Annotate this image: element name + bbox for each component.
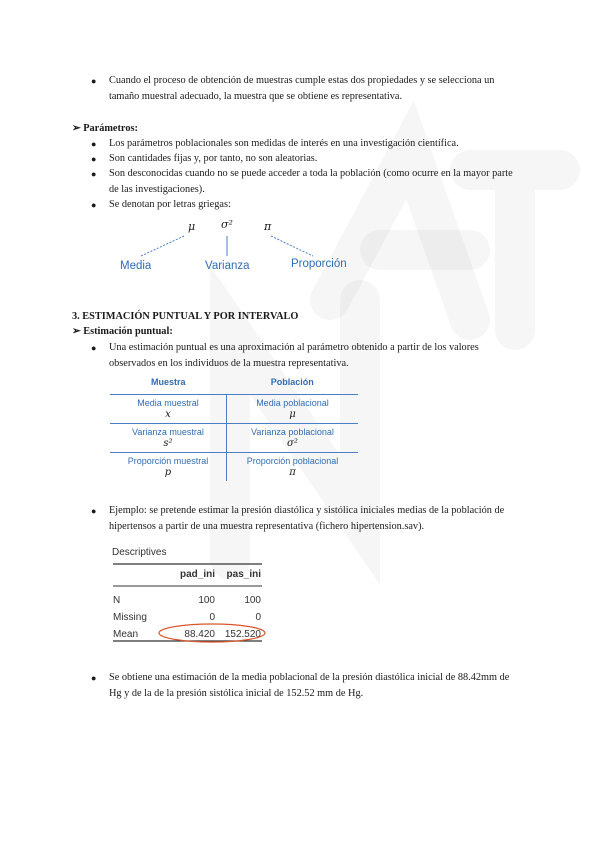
bullet-text: Los parámetros poblacionales son medidas de interés en una investigación científica.: [109, 138, 459, 149]
label-proporcion: Proporción: [291, 258, 347, 270]
row-label: Mean: [113, 628, 139, 640]
section3-title: 3. ESTIMACIÓN PUNTUAL Y POR INTERVALO: [72, 311, 299, 322]
cell-label: Media muestral: [137, 397, 199, 408]
label-media: Media: [120, 260, 152, 272]
symbol-sigma2: σ²: [221, 218, 233, 231]
cell-symbol: x: [165, 408, 171, 420]
row-label: N: [113, 594, 121, 606]
cell-value: 100: [198, 594, 215, 606]
symbol-pi: π: [264, 220, 272, 233]
header-pas-ini: pas_ini: [226, 568, 261, 580]
row-label: Missing: [113, 611, 147, 623]
cell-value: 152.520: [224, 628, 261, 640]
header-muestra: Muestra: [110, 372, 226, 395]
bullet-text: Son cantidades fijas y, por tanto, no son aleatorias.: [109, 153, 318, 164]
cell-symbol: π: [289, 466, 296, 478]
cell-value: 0: [255, 611, 261, 623]
symbol-mu: μ: [188, 220, 196, 233]
bullet-dot: ●: [91, 506, 97, 516]
header-poblacion: Población: [226, 372, 358, 395]
header-pad-ini: pad_ini: [179, 568, 215, 580]
cell-value: 100: [244, 594, 261, 606]
cell-value: 0: [209, 611, 215, 623]
label-varianza: Varianza: [205, 260, 250, 272]
bullet-dot: ●: [91, 200, 97, 210]
intro-text: Cuando el proceso de obtención de muestras cumple estas dos propiedades y se selecciona un tamaño muestral adecuado, la muestra que se obtiene es representativa.: [109, 75, 495, 102]
cell-symbol: μ: [289, 408, 296, 420]
bullet-dot: ●: [91, 343, 97, 353]
cell-symbol: s²: [163, 437, 173, 449]
cell-label: Varianza muestral: [132, 426, 204, 437]
cell-label: Media poblacional: [256, 397, 329, 408]
bullet-text: Se obtiene una estimación de la media poblacional de la presión diastólica inicial de 88.42mm de Hg y de la de la presión sistólica inicial de 152.52 mm de Hg.: [109, 672, 510, 699]
cell-symbol: σ²: [287, 437, 298, 449]
bullet-text: Se denotan por letras griegas:: [109, 199, 231, 210]
bullet-text: Son desconocidas cuando no se puede acceder a toda la población (como ocurre en la mayor parte de las investigaciones).: [109, 168, 513, 195]
cell-label: Proporción poblacional: [246, 455, 339, 466]
cell-label: Proporción muestral: [127, 455, 209, 466]
cell-label: Varianza poblacional: [251, 426, 334, 437]
bullet-dot: ●: [91, 673, 97, 683]
cell-value: 88.420: [184, 628, 215, 640]
parametros-heading: ➢ Parámetros:: [72, 123, 138, 134]
estimacion-puntual-heading: ➢ Estimación puntual:: [72, 326, 173, 337]
bullet-dot: ●: [91, 154, 97, 164]
bullet-dot: ●: [91, 139, 97, 149]
bullet-dot: ●: [91, 76, 97, 86]
bullet-text: Ejemplo: se pretende estimar la presión diastólica y sistólica iniciales medias de la población de hipertensos a partir de una muestra representativa (fichero hipertension.sav).: [109, 505, 505, 532]
descriptives-title: Descriptives: [112, 547, 167, 558]
bullet-dot: ●: [91, 169, 97, 179]
bullet-text: Una estimación puntual es una aproximación al parámetro obtenido a partir de los valores observados en los individuos de la muestra representativa.: [109, 342, 479, 369]
cell-symbol: p: [164, 466, 172, 478]
